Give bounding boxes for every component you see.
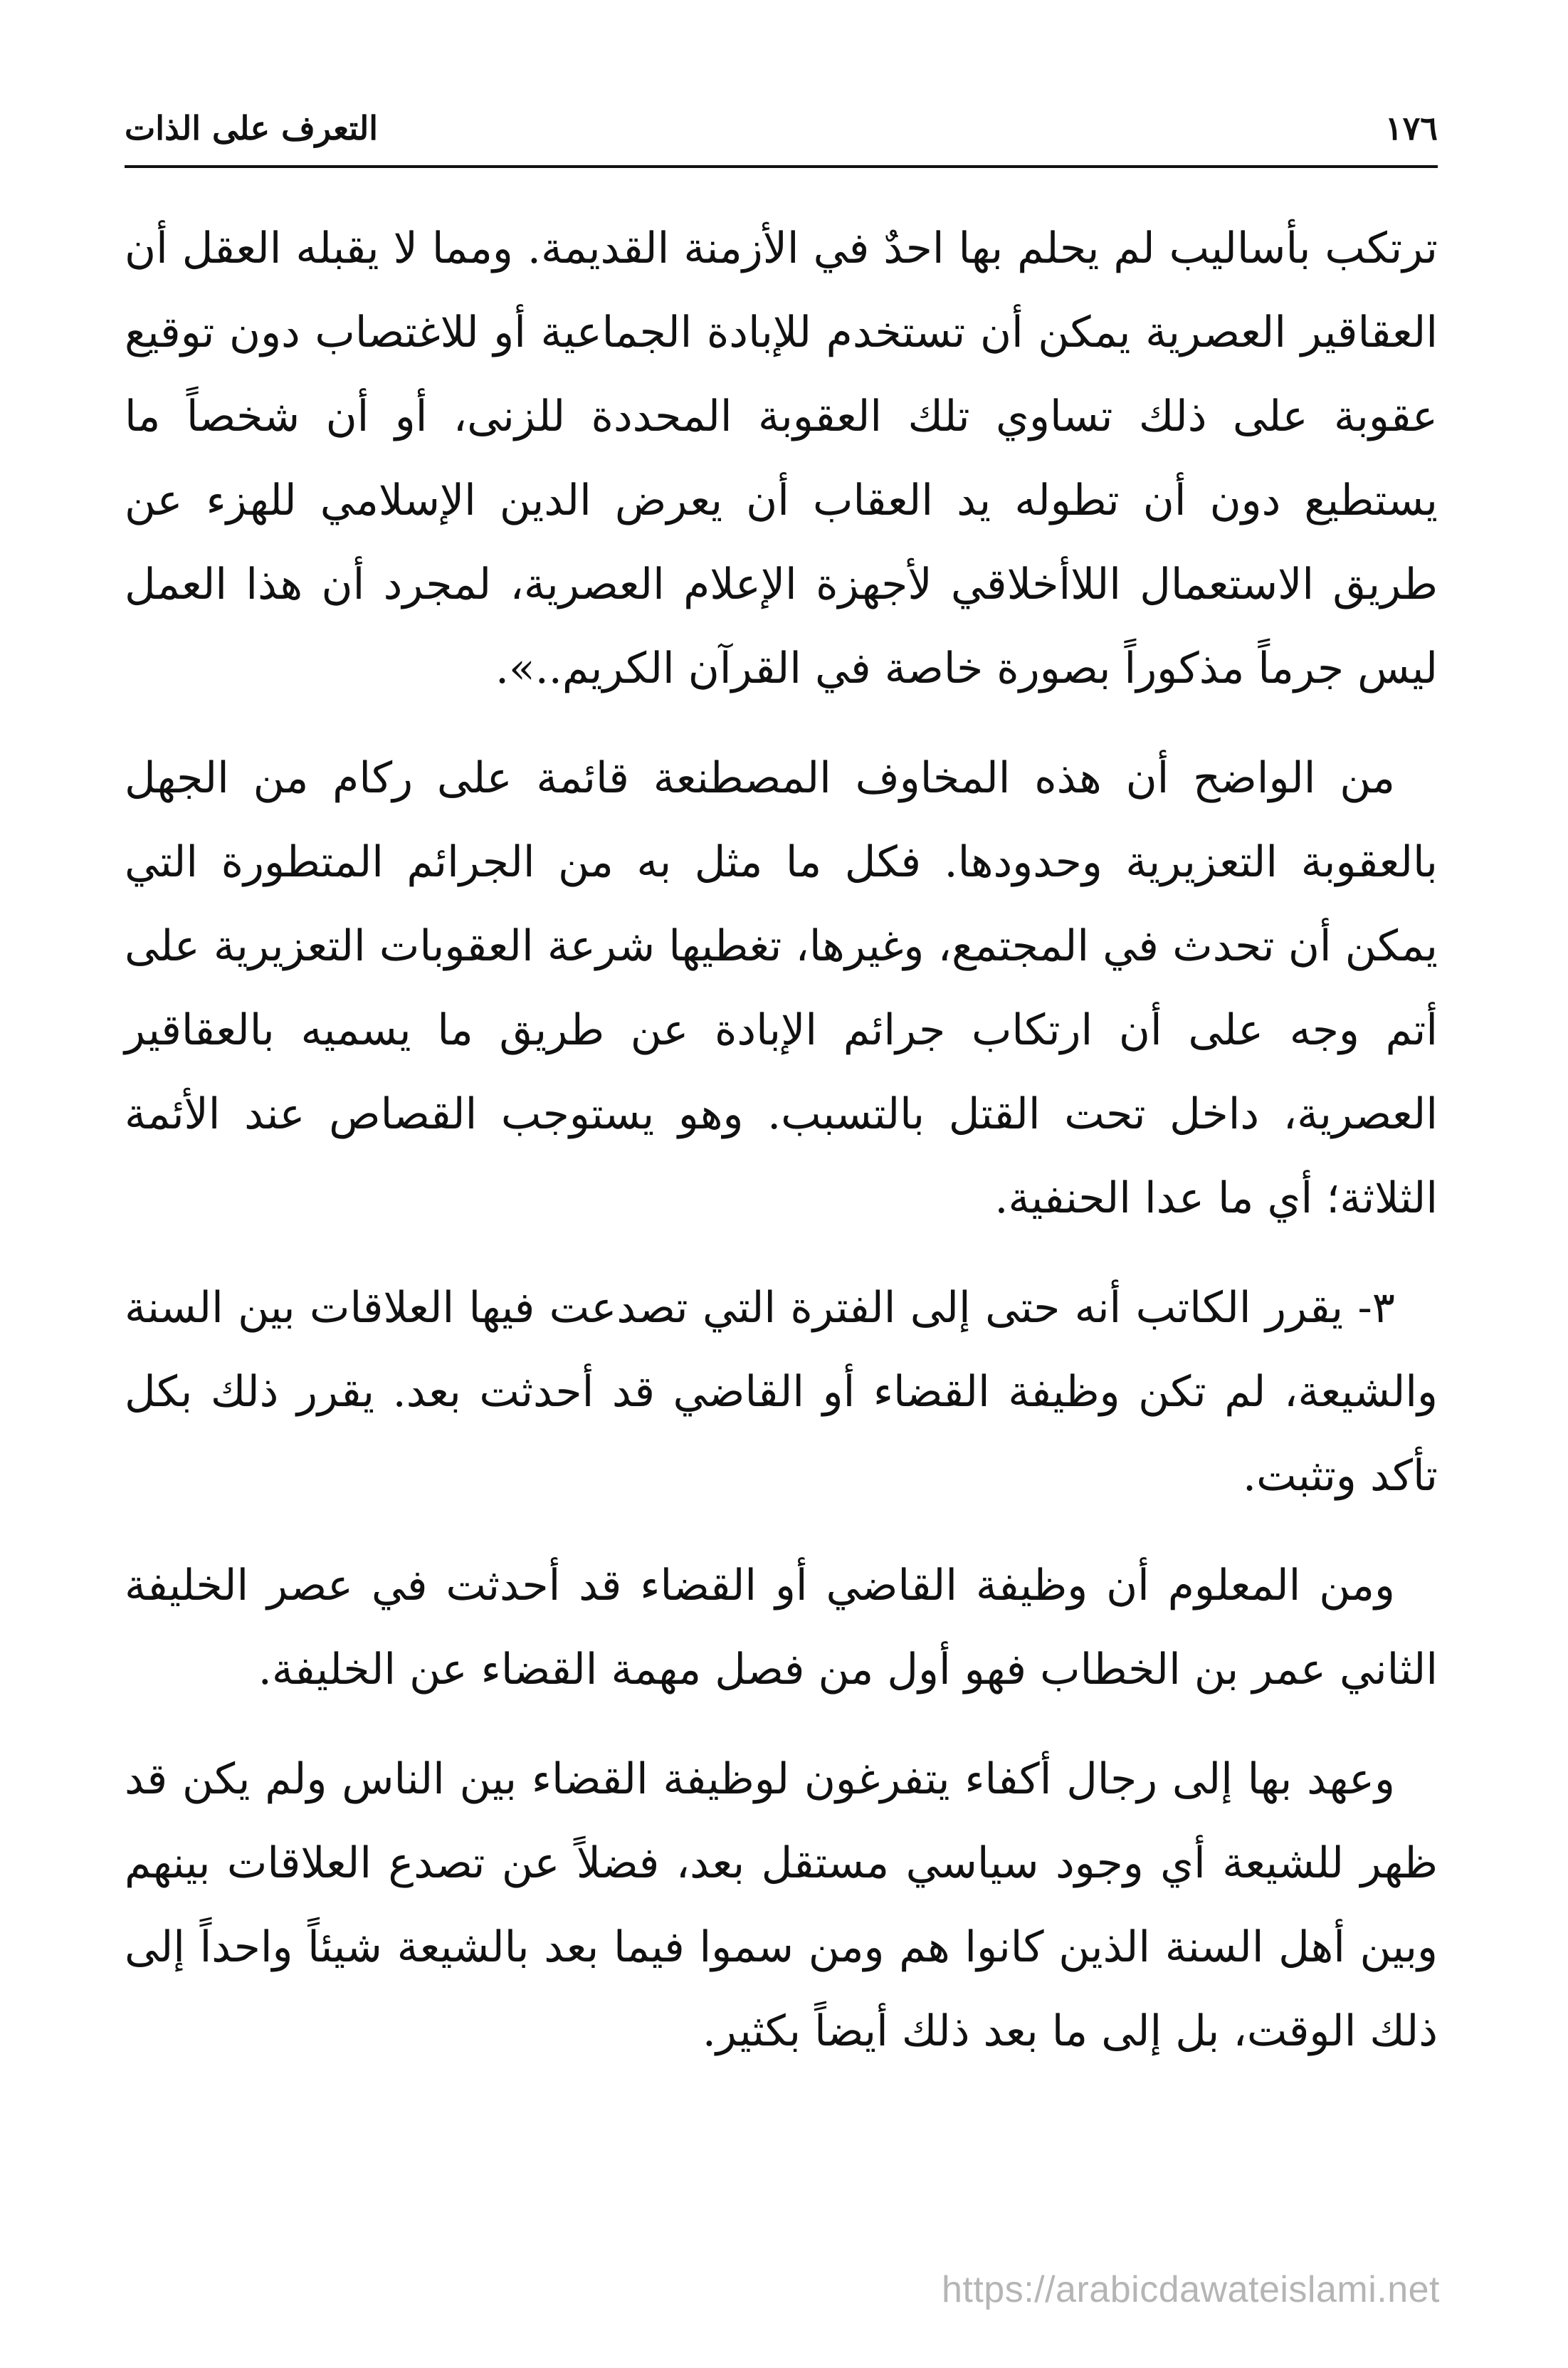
- paragraph-point-3: ٣- يقرر الكاتب أنه حتى إلى الفترة التي تصدعت فيها العلاقات بين السنة والشيعة، لم تكن وظيفة القضاء أو القاضي قد أحدثت بعد. يقرر ذلك بكل تأكد وتثبت.: [125, 1283, 1438, 1501]
- paragraph-judges-appointment: وعهد بها إلى رجال أكفاء يتفرغون لوظيفة القضاء بين الناس ولم يكن قد ظهر للشيعة أي وجود سياسي مستقل بعد، فضلاً عن تصدع العلاقات بينهم وبين أهل السنة الذين كانوا هم ومن سموا فيما بعد بالشيعة شيئاً واحداً إلى ذلك الوقت، بل إلى ما بعد ذلك أيضاً بكثير.: [125, 1754, 1438, 2056]
- page-header: [125, 100, 1438, 157]
- page-body: [125, 206, 1438, 2099]
- page-number: ١٧٦: [1384, 109, 1438, 147]
- paragraph-tazir-response: من الواضح أن هذه المخاوف المصطنعة قائمة على ركام من الجهل بالعقوبة التعزيرية وحدودها. فكل ما مثل به من الجرائم المتطورة التي يمكن أن تحدث في المجتمع، وغيرها، تغطيها شرعة العقوبات التعزيرية على أتم وجه على أن ارتكاب جرائم الإبادة عن طريق ما يسميه بالعقاقير العصرية، داخل تحت القتل بالتسبب. وهو يستوجب القصاص عند الأئمة الثلاثة؛ أي ما عدا الحنفية.: [125, 753, 1438, 1223]
- paragraph-judiciary-origin: ومن المعلوم أن وظيفة القاضي أو القضاء قد أحدثت في عصر الخليفة الثاني عمر بن الخطاب فهو أول من فصل مهمة القضاء عن الخليفة.: [125, 1561, 1438, 1694]
- watermark-url: https://arabicdawateislami.net: [941, 2269, 1440, 2310]
- header-divider: [125, 165, 1438, 168]
- paragraph-quote-continuation: ترتكب بأساليب لم يحلم بها احدٌ في الأزمنة القديمة. ومما لا يقبله العقل أن العقاقير العصرية يمكن أن تستخدم للإبادة الجماعية أو للاغتصاب دون توقيع عقوبة على ذلك تساوي تلك العقوبة المحددة للزنى، أو أن شخصاً ما يستطيع دون أن تطوله يد العقاب أن يعرض الدين الإسلامي للهزء عن طريق الاستعمال اللاأخلاقي لأجهزة الإعلام العصرية، لمجرد أن هذا العمل ليس جرماً مذكوراً بصورة خاصة في القرآن الكريم..».: [125, 224, 1438, 693]
- running-title: التعرف على الذات: [125, 109, 379, 147]
